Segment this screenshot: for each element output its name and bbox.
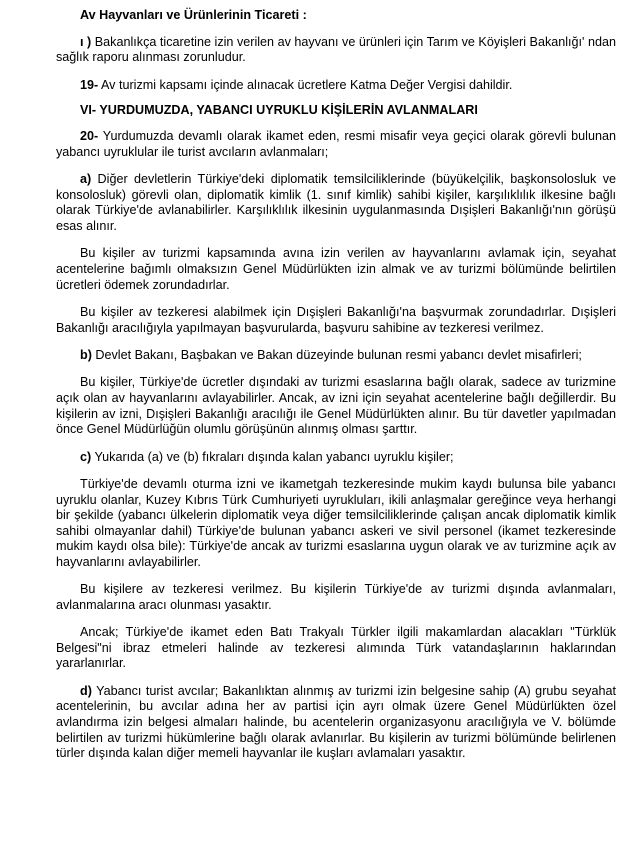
paragraph-d-text: Yabancı turist avcılar; Bakanlıktan alınmış av turizmi izin belgesine sahip (A) grubu seyahat acentelerinin, bu avcılar adına her av partisi için ayrı olmak üzere Genel Müdürlükten özel avlandırma izin belgesi almaları halinde, bu acentelerin organizasyonu aracılığıyla ve V. bölümde belirtilen av turizmi hükümlerine bağlı olarak avlanırlar. Bu kişilerin av turizmi bölümünde belirlenen türler dışında kalan diğer memeli hayvanlar ile kuşları avlamaları yasaktır. [56, 683, 616, 761]
paragraph-b-2: Bu kişiler, Türkiye'de ücretler dışındaki av turizmi esaslarına bağlı olarak, sadece av turizmine açık olan av hayvanlarını avlayabilirler. Ancak, av izni için seyahat acentelerine bağlı değillerdir. Bu kişilerin av izni, Dışişleri Bakanlığı aracılığı ile Genel Müdürlükten alınır. Bu tür davetler yapılmadan önce Genel Müdürlüğün olumlu görüşünün alınmış olması şarttır. [56, 375, 616, 437]
paragraph-a-text: Diğer devletlerin Türkiye'deki diplomatik temsilciliklerinde (büyükelçilik, başkonsolosluk ve konsolosluk) görevli olan, diplomatik kimlik (1. sınıf kimlik) sahibi kişiler, karşılıklılık ilkesine bağlı olarak Türkiye'de avlanabilirler. Karşılıklılık ilkesinin uygulanmasında Dışişleri Bakanlığı'nın görüşü esas alınır. [56, 172, 616, 234]
paragraph-a [56, 172, 616, 234]
section-heading: Av Hayvanları ve Ürünlerinin Ticareti : [80, 8, 307, 22]
paragraph-c-3: Bu kişilere av tezkeresi verilmez. Bu kişilerin Türkiye'de av turizmi dışında avlanmaları, avlanmalarına aracı olunması yasaktır. [56, 582, 616, 612]
paragraph-i-label: ı ) [80, 34, 92, 49]
paragraph-19-text: Av turizmi kapsamı içinde alınacak ücretlere Katma Değer Vergisi dahildir. [98, 77, 513, 92]
paragraph-i-text: Bakanlıkça ticaretine izin verilen av hayvanı ve ürünleri için Tarım ve Köyişleri Bakanlığı' ndan sağlık raporu alınması zorunludur. [56, 34, 616, 65]
document-page [56, 8, 616, 774]
paragraph-b-label: b) [80, 347, 92, 362]
paragraph-c-text: Yukarıda (a) ve (b) fıkraları dışında kalan yabancı uyruklu kişiler; [91, 449, 454, 464]
paragraph-19-label: 19- [80, 77, 99, 92]
paragraph-c-2: Türkiye'de devamlı oturma izni ve ikametgah tezkeresinde mukim kaydı bulunsa bile yabancı uyruklu olanlar, Kuzey Kıbrıs Türk Cumhuriyeti uyrukluları, ikili anlaşmalar gereğince veya herhangi bir şekilde (yabancı ülkelerin diplomatik veya diğer temsilciliklerinde çalışan ancak diplomatik kimlik sahibi olmayanlar dahil) Türkiye'de bulunan yabancı askeri ve sivil personel (ikamet tezkeresinde mukim kaydı olsa bile): Türkiye'de ancak av turizmi esaslarına uygun olarak ve av turizmine açık av hayvanlarını avlayabilirler. [56, 476, 616, 569]
paragraph-20-label: 20- [80, 129, 99, 144]
paragraph-19 [56, 78, 616, 94]
paragraph-c-label: c) [80, 449, 92, 464]
paragraph-20 [56, 129, 616, 160]
chapter-heading: VI- YURDUMUZDA, YABANCI UYRUKLU KİŞİLERİN AVLANMALARI [80, 102, 478, 117]
paragraph-d-label: d) [80, 683, 92, 698]
paragraph-b [56, 348, 616, 364]
paragraph-c-4: Ancak; Türkiye'de ikamet eden Batı Trakyalı Türkler ilgili makamlardan alacakları "Türklük Belgesi"ni ibraz etmeleri halinde av tezkeresi alımında Türk vatandaşlarının haklarından yararlanırlar. [56, 625, 616, 671]
paragraph-a-label: a) [80, 172, 92, 187]
paragraph-d [56, 684, 616, 762]
paragraph-a-3: Bu kişiler av tezkeresi alabilmek için Dışişleri Bakanlığı'na başvurmak zorundadırlar. Dışişleri Bakanlığı aracılığıyla yapılmayan başvurularda, başvuru sahibine av tezkeresi verilmez. [56, 305, 616, 335]
paragraph-20-text: Yurdumuzda devamlı olarak ikamet eden, resmi misafir veya geçici olarak görevli bulunan yabancı uyruklular ile turist avcıların avlanmaları; [56, 129, 616, 159]
paragraph-a-2: Bu kişiler av turizmi kapsamında avına izin verilen av hayvanlarını avlamak için, seyahat acentelerine bağımlı olmaksızın Genel Müdürlükten izin almak ve av turizmi bölümünde belirtilen ücretleri ödemek zorundadırlar. [56, 246, 616, 292]
paragraph-i [56, 35, 616, 66]
paragraph-b-text: Devlet Bakanı, Başbakan ve Bakan düzeyinde bulunan resmi yabancı devlet misafirleri; [91, 347, 582, 362]
paragraph-c [56, 450, 616, 466]
